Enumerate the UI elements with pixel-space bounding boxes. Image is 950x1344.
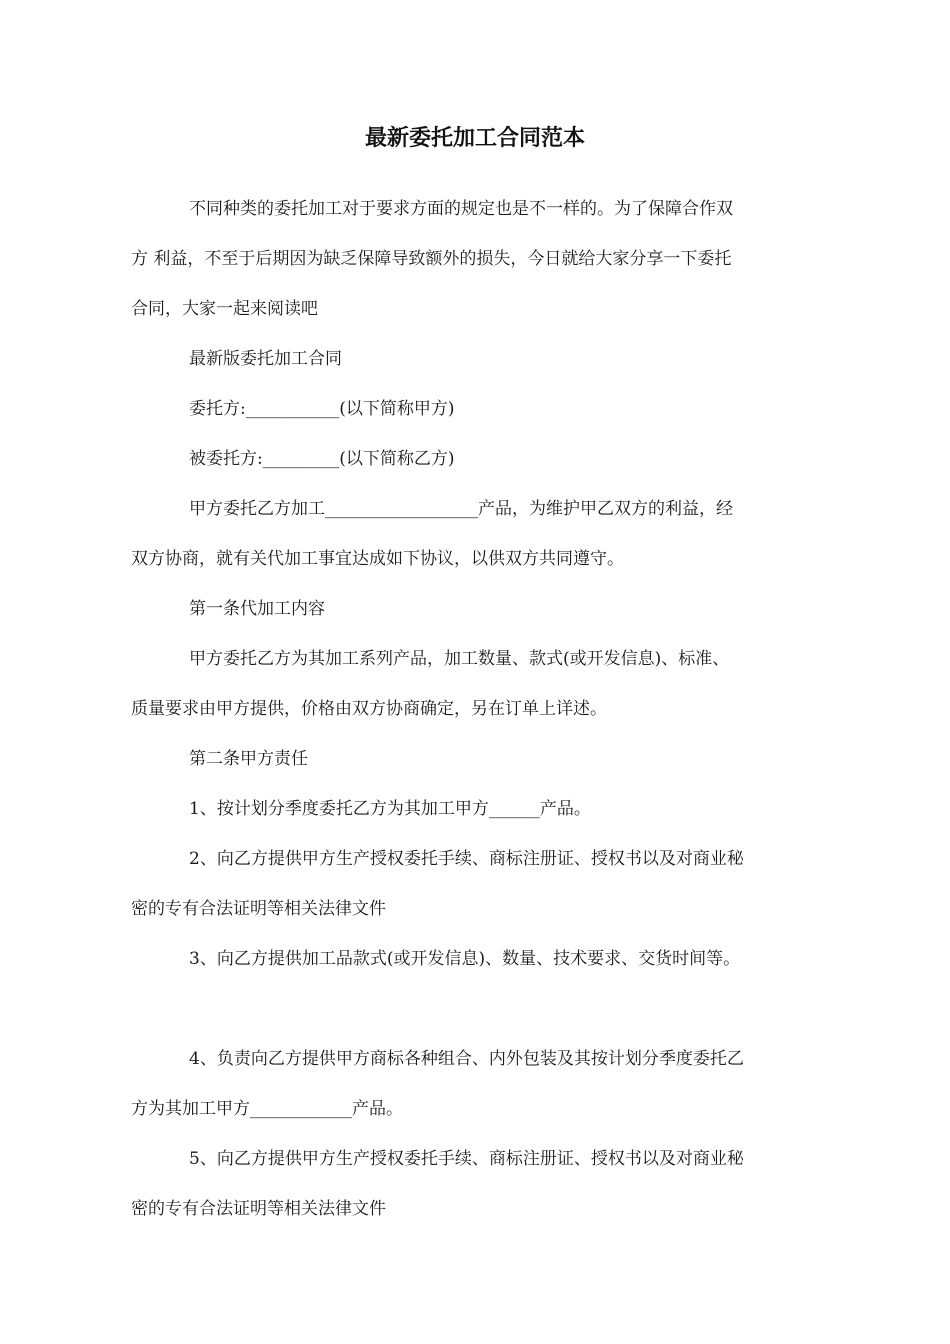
text-line: 5、向乙方提供甲方生产授权委托手续、商标注册证、授权书以及对商业秘 <box>189 1149 744 1169</box>
text-line: 密的专有合法证明等相关法律文件 <box>131 899 386 919</box>
text-line: 最新版委托加工合同 <box>189 349 342 369</box>
text-line: 1、按计划分季度委托乙方为其加工甲方______产品。 <box>189 799 591 819</box>
text-line: 3、向乙方提供加工品款式(或开发信息)、数量、技术要求、交货时间等。 <box>189 949 741 969</box>
clause-1 <box>131 784 821 834</box>
text-line: 委托方:___________(以下简称甲方) <box>189 399 455 419</box>
text-line: 被委托方:_________(以下简称乙方) <box>189 449 455 469</box>
text-line: 4、负责向乙方提供甲方商标各种组合、内外包装及其按计划分季度委托乙 <box>189 1049 744 1069</box>
text-line: 方 利益，不至于后期因为缺乏保障导致额外的损失，今日就给大家分享一下委托 <box>131 249 732 269</box>
text-line: 双方协商，就有关代加工事宜达成如下协议，以供双方共同遵守。 <box>131 549 624 569</box>
text-line: 不同种类的委托加工对于要求方面的规定也是不一样的。为了保障合作双 <box>189 199 733 219</box>
text-line: 密的专有合法证明等相关法律文件 <box>131 1199 386 1219</box>
text-line: 合同，大家一起来阅读吧 <box>131 299 318 319</box>
article-1-heading <box>131 584 821 634</box>
clause-3 <box>131 934 821 984</box>
text-line: 方为其加工甲方____________产品。 <box>131 1099 403 1119</box>
clause-4 <box>131 1034 821 1134</box>
text-line: 甲方委托乙方加工__________________产品，为维护甲乙双方的利益，经 <box>189 499 733 519</box>
contract-heading <box>131 334 821 384</box>
party-b-line <box>131 434 821 484</box>
article-1-paragraph <box>131 634 821 734</box>
text-line: 第二条甲方责任 <box>189 749 308 769</box>
document-title: 最新委托加工合同范本 <box>364 126 585 151</box>
agreement-paragraph <box>131 484 821 584</box>
clause-5 <box>131 1134 821 1234</box>
clause-2 <box>131 834 821 934</box>
text-line: 第一条代加工内容 <box>189 599 325 619</box>
text-line: 质量要求由甲方提供，价格由双方协商确定，另在订单上详述。 <box>131 699 607 719</box>
intro-paragraph <box>131 184 821 334</box>
article-2-heading <box>131 734 821 784</box>
text-line: 2、向乙方提供甲方生产授权委托手续、商标注册证、授权书以及对商业秘 <box>189 849 744 869</box>
text-line: 甲方委托乙方为其加工系列产品，加工数量、款式(或开发信息)、标准、 <box>189 649 730 669</box>
party-a-line <box>131 384 821 434</box>
